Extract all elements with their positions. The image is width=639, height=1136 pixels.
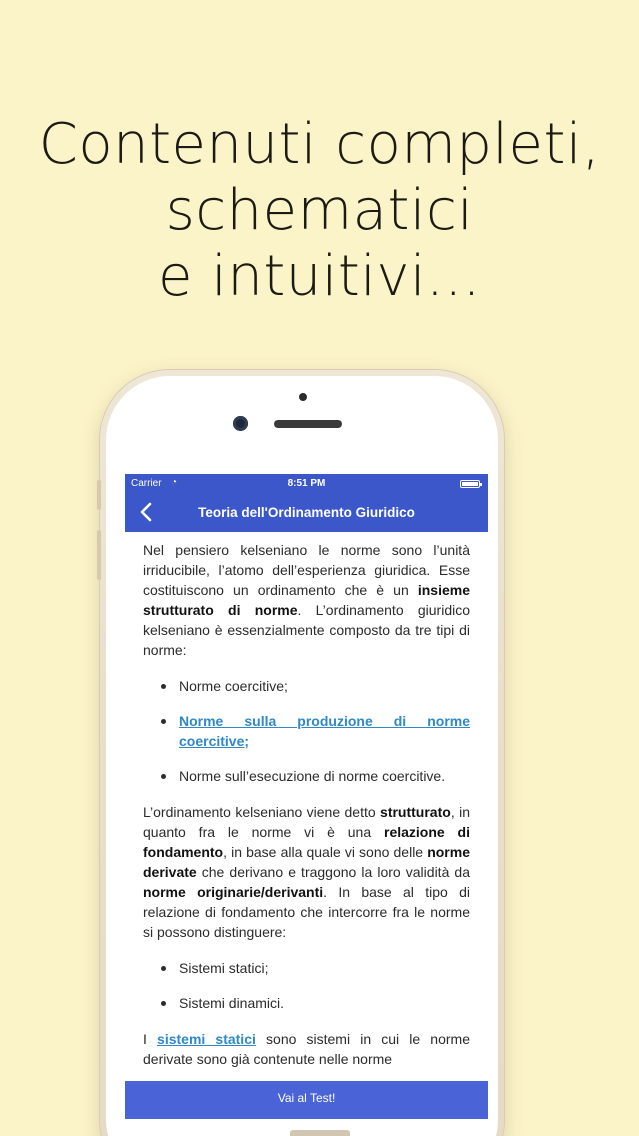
headline-line-1: Contenuti completi,: [38, 112, 601, 177]
norm-types-list: [143, 676, 470, 786]
paragraph-3: [143, 1029, 470, 1069]
list-item-text: Norme coercitive;: [179, 678, 288, 694]
bold-term: insieme strutturato di norme: [143, 582, 470, 618]
bold-term: relazione di fondamento: [143, 824, 470, 860]
headline-line-2: schematici: [165, 178, 474, 243]
paragraph-1: [143, 540, 470, 660]
norme-produzione-link[interactable]: Norme sulla produzione di norme coercitive;: [179, 713, 470, 749]
list-item: [143, 766, 470, 786]
headline-line-3: e intuitivi...: [158, 244, 481, 309]
sensor-dot: [299, 393, 307, 401]
text-run: Nel pensiero kelseniano le norme sono l’unità irriducibile, l’atomo dell’esperienza giuridica. Esse costituiscono un ordinamento che è un: [143, 542, 470, 598]
text-run: I: [143, 1031, 158, 1047]
list-item: [143, 993, 470, 1013]
carrier-label: Carrier: [131, 478, 162, 489]
volume-button: [97, 480, 101, 510]
status-bar: [125, 474, 488, 494]
list-item-text: Sistemi dinamici.: [179, 995, 285, 1011]
home-button-edge: [290, 1130, 350, 1136]
text-run: che derivano e traggono la loro validità da: [196, 864, 470, 880]
nav-bar: [125, 494, 488, 532]
text-run: , in quanto fra le norme vi è una: [143, 804, 470, 840]
text-run: , in base alla quale vi sono delle: [223, 844, 428, 860]
front-camera-icon: [233, 416, 248, 431]
volume-button: [97, 530, 101, 580]
text-run: sono sistemi in cui le norme derivate sono già contenute nelle norme: [143, 1031, 470, 1067]
list-item: [143, 676, 470, 696]
go-to-test-button[interactable]: Vai al Test!: [125, 1081, 488, 1119]
text-run: . In base al tipo di relazione di fondamento che intercorre fra le norme si possono distinguere:: [143, 884, 470, 940]
headline: [0, 112, 639, 310]
list-item: [143, 958, 470, 978]
battery-icon: [460, 480, 480, 488]
systems-list: [143, 958, 470, 1013]
text-run: . L’ordinamento giuridico kelseniano è essenzialmente composto da tre tipi di norme:: [143, 602, 470, 658]
status-time: 8:51 PM: [287, 478, 326, 489]
bold-term: norme derivate: [143, 844, 470, 880]
list-item-text: Norme sull’esecuzione di norme coercitive.: [179, 768, 446, 784]
nav-title: Teoria dell'Ordinamento Giuridico: [198, 505, 415, 520]
wifi-icon: ◔: [171, 477, 178, 488]
paragraph-2: [143, 802, 470, 942]
list-item: [143, 711, 470, 751]
text-run: L’ordinamento kelseniano viene detto: [143, 804, 381, 820]
article-content: [143, 540, 470, 1085]
list-item-text: Sistemi statici;: [179, 960, 269, 976]
bold-term: norme originarie/derivanti: [143, 884, 324, 900]
earpiece-speaker: [274, 420, 342, 428]
bold-term: strutturato: [380, 804, 451, 820]
app-screen: [125, 474, 488, 1119]
sistemi-statici-link[interactable]: sistemi statici: [157, 1031, 256, 1047]
